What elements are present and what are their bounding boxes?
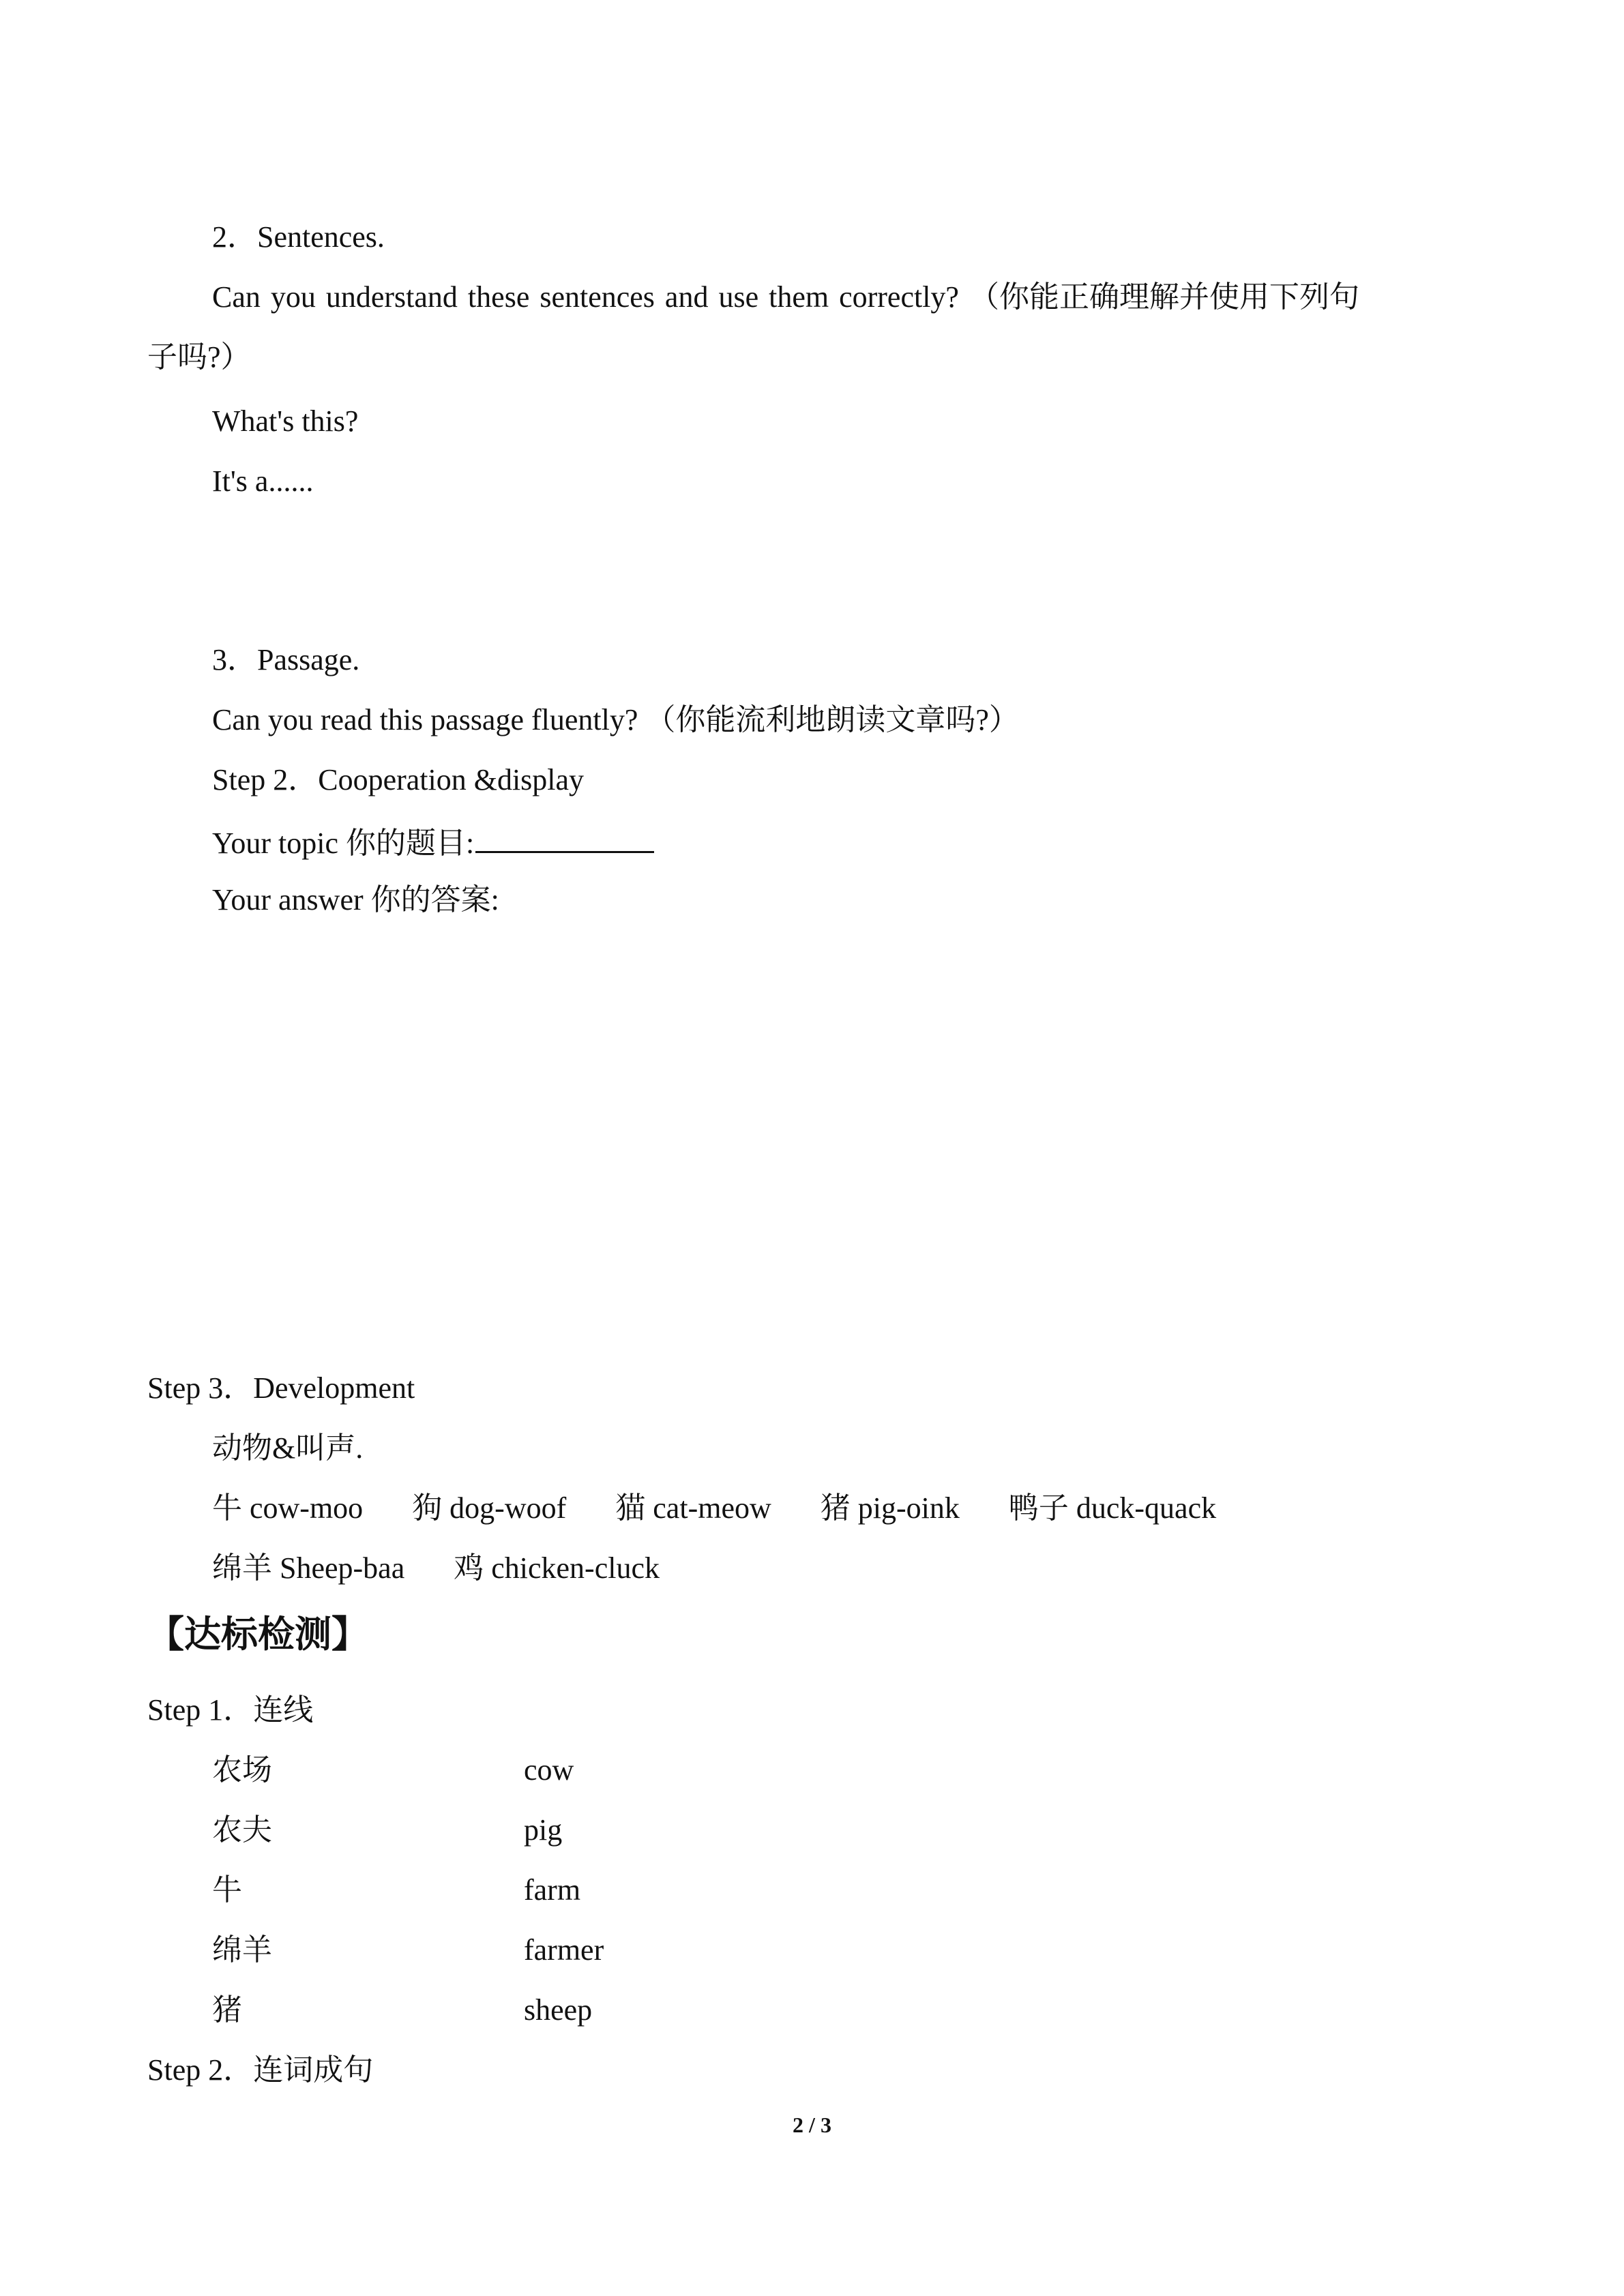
topic-blank[interactable] xyxy=(475,821,654,853)
topic-label: Your topic 你的题目: xyxy=(212,826,475,860)
animals-row-1 xyxy=(212,1489,1216,1527)
sentence-whats-this: What's this? xyxy=(212,404,359,438)
section-2-heading: 2．Sentences. xyxy=(212,220,385,254)
match-right-item: sheep xyxy=(524,1993,593,2027)
step-2-sentence-title: Step 2．连词成句 xyxy=(147,2053,374,2087)
match-left-item: 绵羊 xyxy=(212,1933,272,1967)
match-right-item: farmer xyxy=(524,1933,604,1967)
animals-row-2 xyxy=(212,1549,660,1587)
match-left-item: 猪 xyxy=(212,1993,242,2027)
section-2-question-line2: 子吗?） xyxy=(147,340,251,374)
animal-chicken: 鸡 chicken-cluck xyxy=(454,1551,660,1585)
step-2-title: Step 2．Cooperation &display xyxy=(212,763,585,796)
animal-cow: 牛 cow-moo xyxy=(212,1491,364,1525)
match-right-item: cow xyxy=(524,1753,574,1787)
page-number: 2 / 3 xyxy=(793,2113,831,2137)
step-1-title: Step 1．连线 xyxy=(147,1693,314,1727)
animal-dog: 狗 dog-woof xyxy=(412,1491,567,1525)
assessment-heading: 【达标检测】 xyxy=(147,1613,368,1656)
section-3-heading: 3．Passage. xyxy=(212,643,360,676)
animal-sheep: 绵羊 Sheep-baa xyxy=(212,1551,405,1585)
step-3-title: Step 3．Development xyxy=(147,1371,415,1405)
match-right-item: pig xyxy=(524,1813,563,1847)
match-left-item: 农夫 xyxy=(212,1813,272,1847)
animal-duck: 鸭子 duck-quack xyxy=(1008,1491,1217,1525)
topic-line xyxy=(212,821,654,863)
step-3-subtitle: 动物&叫声. xyxy=(212,1431,364,1465)
animal-cat: 猫 cat-meow xyxy=(615,1491,771,1525)
match-left-item: 农场 xyxy=(212,1753,272,1787)
section-3-question: Can you read this passage fluently? （你能流利地朗读文章吗?） xyxy=(212,703,1019,736)
section-2-question-line1: Can you understand these sentences and use them correctly? （你能正确理解并使用下列句 xyxy=(212,280,1359,314)
answer-label: Your answer 你的答案: xyxy=(212,883,499,916)
match-left-item: 牛 xyxy=(212,1873,242,1907)
sentence-its-a: It's a...... xyxy=(212,464,314,498)
match-right-item: farm xyxy=(524,1873,581,1907)
animal-pig: 猪 pig-oink xyxy=(820,1491,960,1525)
